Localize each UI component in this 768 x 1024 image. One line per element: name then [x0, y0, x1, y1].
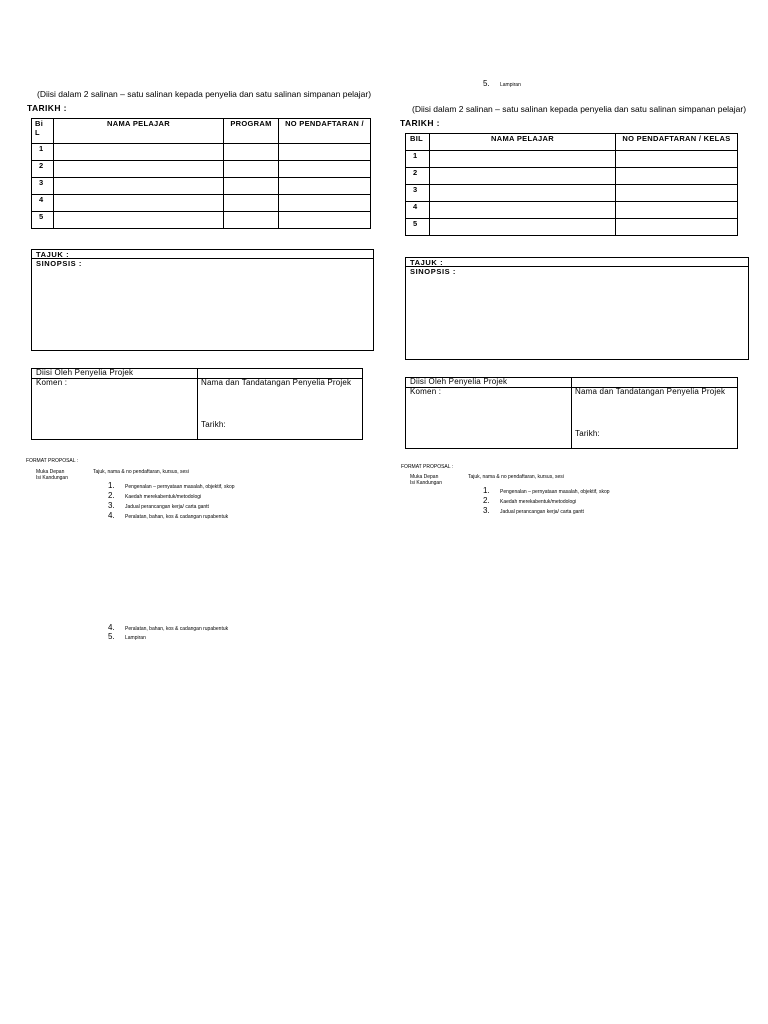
format-list-item: [483, 500, 584, 518]
supervisor-name-signature-label: Nama dan Tandatangan Penyelia Projek: [575, 387, 726, 396]
komen-label: Komen :: [36, 378, 68, 387]
format-tajuk-line: Tajuk, nama & no pendaftaran, kursus, sesi: [93, 469, 189, 475]
name-cell[interactable]: [54, 144, 224, 161]
table-row: [32, 178, 371, 195]
sinopsis-label: SINOPSIS :: [410, 267, 457, 276]
table-row: [406, 202, 738, 219]
table-header-row: [32, 119, 371, 144]
name-cell[interactable]: [430, 151, 616, 168]
item-number: 4.: [108, 623, 115, 632]
name-cell[interactable]: [430, 168, 616, 185]
row-number: 3: [406, 185, 430, 202]
name-cell[interactable]: [430, 219, 616, 236]
row-number: 2: [32, 161, 54, 178]
row-number: 1: [406, 151, 430, 168]
name-cell[interactable]: [430, 202, 616, 219]
name-cell[interactable]: [54, 212, 224, 229]
table-row: [406, 185, 738, 202]
review-header: Diisi Oleh Penyelia Projek: [410, 377, 508, 386]
program-cell[interactable]: [224, 195, 279, 212]
regno-cell[interactable]: [616, 168, 738, 185]
row-number: 5: [406, 219, 430, 236]
format-isi-kandungan: Isi Kandungan: [410, 480, 442, 486]
left-tarikh-label: TARIKH :: [27, 103, 67, 113]
name-cell[interactable]: [54, 161, 224, 178]
program-cell[interactable]: [224, 144, 279, 161]
name-cell[interactable]: [54, 178, 224, 195]
review-vertical-divider: [571, 378, 572, 448]
col-header-bil: BIL: [406, 134, 430, 151]
item-text: Peralatan, bahan, kos & cadangan rupabentuk: [125, 626, 229, 632]
col-header-program: PROGRAM: [224, 119, 279, 144]
table-row: [406, 219, 738, 236]
format-tajuk-line: Tajuk, nama & no pendaftaran, kursus, sesi: [468, 474, 564, 480]
row-number: 3: [32, 178, 54, 195]
item-number: 3.: [483, 506, 490, 515]
item-text: Pengenalan – pernyataan masalah, objektif, skop: [125, 484, 235, 490]
item-number: 1.: [108, 481, 115, 490]
right-sinopsis-field[interactable]: [405, 266, 749, 360]
regno-cell[interactable]: [616, 219, 738, 236]
name-cell[interactable]: [430, 185, 616, 202]
col-header-no-pendaftaran: NO PENDAFTARAN /: [279, 119, 371, 144]
top-item-number: 5.: [483, 79, 490, 88]
right-copy-note: (Diisi dalam 2 salinan – satu salinan kepada penyelia dan satu salinan simpanan pelajar): [412, 104, 747, 114]
item-text: Kaedah merekabentuk/metodologi: [500, 499, 577, 505]
regno-cell[interactable]: [279, 161, 371, 178]
supervisor-name-signature-label: Nama dan Tandatangan Penyelia Projek: [201, 378, 352, 387]
top-list-item: [483, 73, 521, 91]
program-cell[interactable]: [224, 212, 279, 229]
program-cell[interactable]: [224, 178, 279, 195]
item-number: 4.: [108, 511, 115, 520]
col-header-no-pendaftaran-kelas: NO PENDAFTARAN / KELAS: [616, 134, 738, 151]
left-sinopsis-field[interactable]: [31, 258, 374, 351]
program-cell[interactable]: [224, 161, 279, 178]
format-muka-depan: Muka Depan: [36, 469, 65, 475]
row-number: 4: [32, 195, 54, 212]
item-text: Jadual perancangan kerja/ carta gantt: [125, 504, 209, 510]
right-supervisor-review-box: [405, 377, 738, 449]
tajuk-label: TAJUK :: [36, 250, 70, 259]
table-row: [32, 161, 371, 178]
table-row: [32, 144, 371, 161]
table-header-row: [406, 134, 738, 151]
item-text: Kaedah merekabentuk/metodologi: [125, 494, 202, 500]
item-text: Pengenalan – pernyataan masalah, objektif, skop: [500, 489, 610, 495]
regno-cell[interactable]: [279, 178, 371, 195]
left-supervisor-review-box: [31, 368, 363, 440]
regno-cell[interactable]: [616, 202, 738, 219]
row-number: 5: [32, 212, 54, 229]
regno-cell[interactable]: [279, 212, 371, 229]
item-number: 2.: [108, 491, 115, 500]
komen-label: Komen :: [410, 387, 442, 396]
row-number: 1: [32, 144, 54, 161]
tajuk-label: TAJUK :: [410, 258, 444, 267]
table-row: [406, 151, 738, 168]
right-student-table: [405, 133, 738, 236]
item-number: 3.: [108, 501, 115, 510]
left-copy-note: (Diisi dalam 2 salinan – satu salinan kepada penyelia dan satu salinan simpanan pelajar): [37, 89, 372, 99]
format-list-item: [108, 505, 228, 523]
right-tarikh-label: TARIKH :: [400, 118, 440, 128]
regno-cell[interactable]: [279, 195, 371, 212]
item-number: 5.: [108, 632, 115, 641]
review-date-label: Tarikh:: [201, 420, 226, 429]
right-format-title: FORMAT PROPOSAL :: [401, 464, 454, 470]
col-header-nama: NAMA PELAJAR: [430, 134, 616, 151]
left-format-title: FORMAT PROPOSAL :: [26, 458, 79, 464]
regno-cell[interactable]: [616, 151, 738, 168]
regno-cell[interactable]: [616, 185, 738, 202]
review-vertical-divider: [197, 369, 198, 439]
format-muka-depan: Muka Depan: [410, 474, 439, 480]
format-list-item: [108, 626, 146, 644]
format-isi-kandungan: Isi Kandungan: [36, 475, 68, 481]
item-text: Peralatan, bahan, kos & cadangan rupabentuk: [125, 514, 229, 520]
regno-cell[interactable]: [279, 144, 371, 161]
col-header-bil: Bi L: [32, 119, 54, 144]
table-row: [406, 168, 738, 185]
row-number: 4: [406, 202, 430, 219]
left-student-table: [31, 118, 371, 229]
name-cell[interactable]: [54, 195, 224, 212]
review-date-label: Tarikh:: [575, 429, 600, 438]
item-number: 1.: [483, 486, 490, 495]
top-item-text: Lampiran: [500, 82, 521, 88]
item-text: Lampiran: [125, 635, 146, 641]
review-header: Diisi Oleh Penyelia Projek: [36, 368, 134, 377]
col-header-nama: NAMA PELAJAR: [54, 119, 224, 144]
item-text: Jadual perancangan kerja/ carta gantt: [500, 509, 584, 515]
row-number: 2: [406, 168, 430, 185]
table-row: [32, 212, 371, 229]
table-row: [32, 195, 371, 212]
item-number: 2.: [483, 496, 490, 505]
sinopsis-label: SINOPSIS :: [36, 259, 83, 268]
